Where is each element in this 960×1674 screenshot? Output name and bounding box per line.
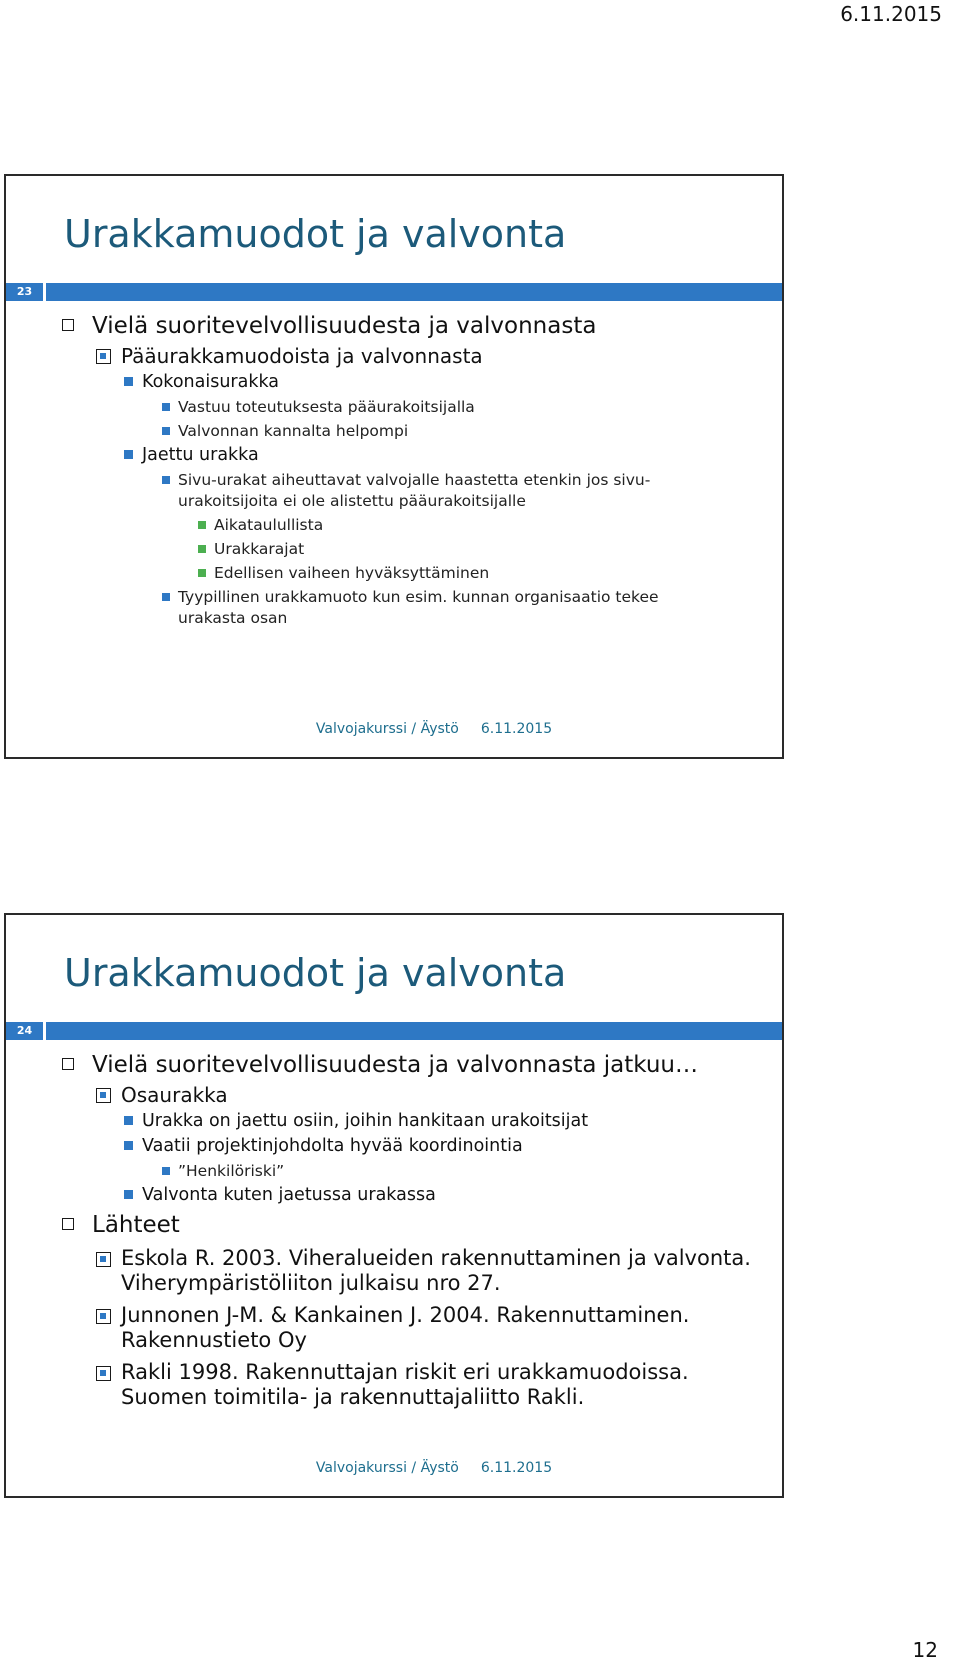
blue-square-bullet-icon <box>162 593 170 601</box>
slide-number: 23 <box>6 283 46 301</box>
bullet-list <box>62 308 752 629</box>
list-item: Valvonta kuten jaetussa urakassa <box>124 1183 752 1207</box>
list-item: Aikataulullista <box>198 515 752 536</box>
slide-title: Urakkamuodot ja valvonta <box>64 951 567 995</box>
blue-square-bullet-icon <box>124 450 133 459</box>
footer-course: Valvojakurssi / Äystö <box>315 1460 459 1476</box>
blue-square-bullet-icon <box>162 403 170 411</box>
green-square-bullet-icon <box>198 545 206 553</box>
blue-square-bullet-icon <box>124 1190 133 1199</box>
square-bullet-icon <box>96 349 111 364</box>
slide-title: Urakkamuodot ja valvonta <box>64 212 567 256</box>
list-item: Kokonaisurakka <box>124 370 752 394</box>
bullet-list <box>62 1047 752 1410</box>
slide-23 <box>4 174 784 759</box>
hollow-square-bullet-icon <box>62 319 74 331</box>
slide-24 <box>4 913 784 1498</box>
hollow-square-bullet-icon <box>62 1218 74 1230</box>
list-item: Valvonnan kannalta helpompi <box>162 421 752 442</box>
blue-square-bullet-icon <box>124 1116 133 1125</box>
list-item: Vaatii projektinjohdolta hyvää koordinointia <box>124 1134 752 1158</box>
square-bullet-icon <box>96 1252 111 1267</box>
blue-square-bullet-icon <box>124 1141 133 1150</box>
list-item: Junnonen J-M. & Kankainen J. 2004. Rakennuttaminen. Rakennustieto Oy <box>96 1303 761 1353</box>
list-item: ”Henkilöriski” <box>162 1161 752 1182</box>
square-bullet-icon <box>96 1309 111 1324</box>
page-number: 12 <box>912 1638 938 1662</box>
list-item: Tyypillinen urakkamuoto kun esim. kunnan organisaatio tekee urakasta osan <box>162 587 678 629</box>
blue-square-bullet-icon <box>162 427 170 435</box>
square-bullet-icon <box>96 1088 111 1103</box>
square-bullet-icon <box>96 1366 111 1381</box>
list-item: Vielä suoritevelvollisuudesta ja valvonnasta jatkuu… <box>62 1051 752 1079</box>
slide-footer <box>6 1460 782 1476</box>
list-item: Eskola R. 2003. Viheralueiden rakennuttaminen ja valvonta. Viherympäristöliiton julkaisu nro 27. <box>96 1246 761 1296</box>
footer-date: 6.11.2015 <box>480 1460 553 1476</box>
list-item: Vastuu toteutuksesta pääurakoitsijalla <box>162 397 752 418</box>
slide-number: 24 <box>6 1022 46 1040</box>
list-item: Pääurakkamuodoista ja valvonnasta <box>96 343 752 369</box>
footer-date: 6.11.2015 <box>480 721 553 737</box>
blue-square-bullet-icon <box>162 1167 170 1175</box>
slide-header-bar <box>6 283 782 301</box>
list-item: Sivu-urakat aiheuttavat valvojalle haastetta etenkin jos sivu-urakoitsijoita ei ole alistettu pääurakoitsijalle <box>162 470 678 512</box>
list-item: Urakka on jaettu osiin, joihin hankitaan urakoitsijat <box>124 1109 752 1133</box>
green-square-bullet-icon <box>198 521 206 529</box>
page-date: 6.11.2015 <box>840 2 942 26</box>
footer-course: Valvojakurssi / Äystö <box>315 721 459 737</box>
slide-footer <box>6 721 782 737</box>
green-square-bullet-icon <box>198 569 206 577</box>
list-item: Edellisen vaiheen hyväksyttäminen <box>198 563 752 584</box>
blue-square-bullet-icon <box>162 476 170 484</box>
slide-header-bar <box>6 1022 782 1040</box>
list-item: Rakli 1998. Rakennuttajan riskit eri urakkamuodoissa. Suomen toimitila- ja rakennuttajaliitto Rakli. <box>96 1360 761 1410</box>
list-item: Urakkarajat <box>198 539 752 560</box>
hollow-square-bullet-icon <box>62 1058 74 1070</box>
blue-square-bullet-icon <box>124 377 133 386</box>
list-item: Jaettu urakka <box>124 443 752 467</box>
list-item: Lähteet <box>62 1211 752 1239</box>
list-item: Vielä suoritevelvollisuudesta ja valvonnasta <box>62 312 752 340</box>
list-item: Osaurakka <box>96 1082 752 1108</box>
